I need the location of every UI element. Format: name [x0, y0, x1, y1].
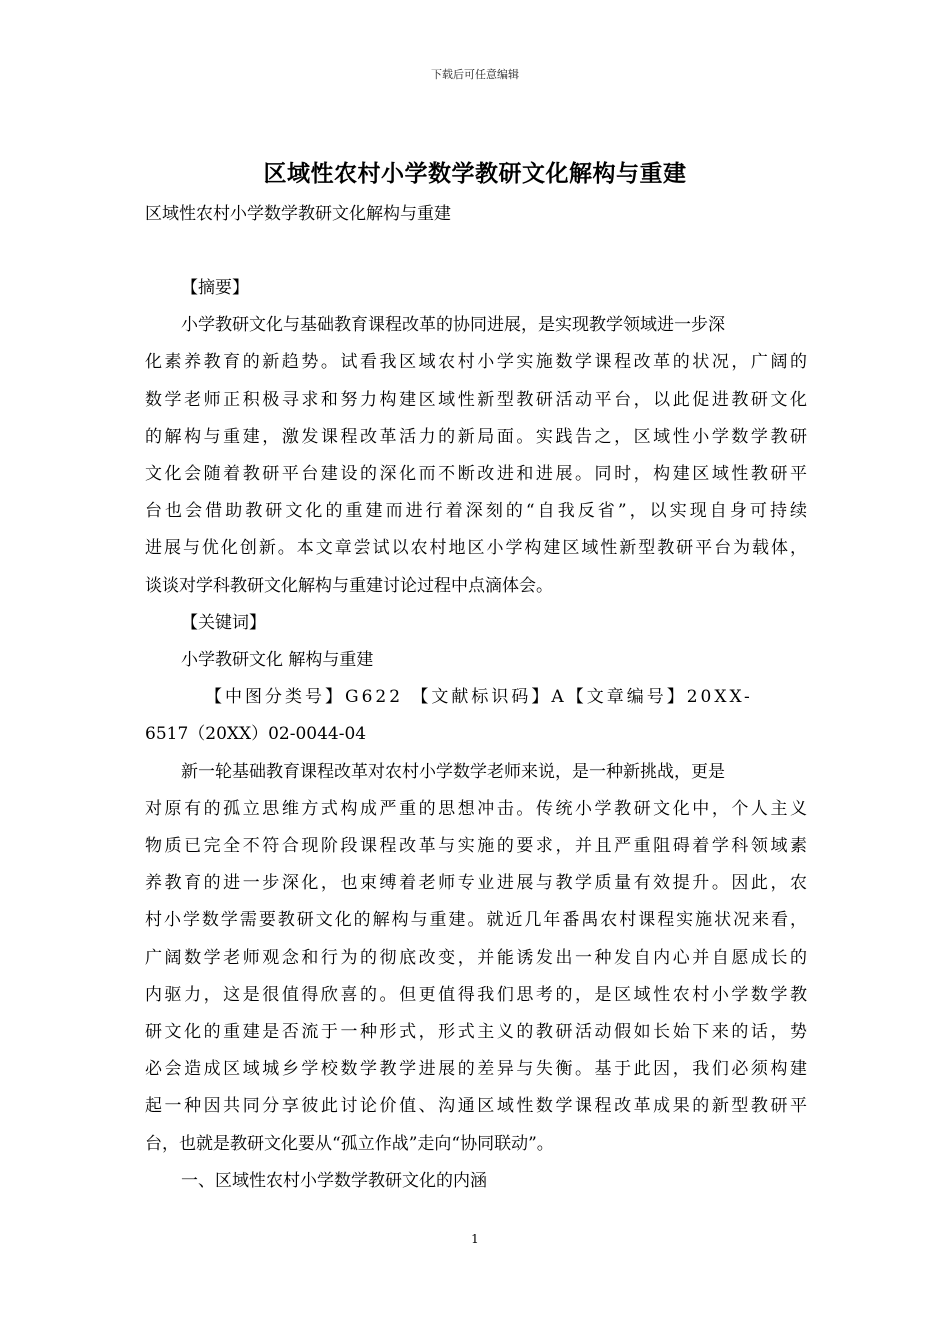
- page-number: 1: [471, 1232, 479, 1246]
- abstract-line: 文化会随着教研平台建设的深化而不断改进和进展。同时，构建区域性教研平: [145, 464, 807, 485]
- page-header-note: 下载后可任意编辑: [431, 68, 519, 81]
- abstract-heading: 【摘要】: [181, 278, 249, 298]
- abstract-section: [145, 270, 807, 1200]
- body-line: 养教育的进一步深化，也束缚着老师专业进展与教学质量有效提升。因此，农: [145, 873, 807, 894]
- body-line: 必会造成区域城乡学校数学教学进展的差异与失衡。基于此因，我们必须构建: [145, 1059, 807, 1080]
- classification-line: 【中图分类号】G622 【文献标识码】A【文章编号】20XX-: [205, 687, 753, 708]
- body-line: 新一轮基础教育课程改革对农村小学数学老师来说，是一种新挑战，更是: [181, 761, 725, 782]
- body-line: 物质已完全不符合现阶段课程改革与实施的要求，并且严重阻碍着学科领域素: [145, 836, 807, 857]
- classification-line: 6517（20XX）02-0044-04: [145, 724, 367, 745]
- keywords-heading: 【关键词】: [181, 612, 266, 633]
- body-line: 台，也就是教研文化要从“孤立作战”走向“协同联动”。: [145, 1133, 554, 1154]
- body-line: 村小学数学需要教研文化的解构与重建。就近几年番禺农村课程实施状况来看，: [145, 910, 807, 931]
- body-line: 内驱力，这是很值得欣喜的。但更值得我们思考的，是区域性农村小学数学教: [145, 984, 807, 1005]
- document-title: 区域性农村小学数学教研文化解构与重建: [263, 160, 687, 187]
- abstract-line: 台也会借助教研文化的重建而进行着深刻的“自我反省”，以实现自身可持续: [145, 501, 807, 522]
- abstract-line: 小学教研文化与基础教育课程改革的协同进展，是实现教学领域进一步深: [181, 315, 725, 336]
- keywords-text: 小学教研文化 解构与重建: [181, 650, 374, 671]
- body-line: 对原有的孤立思维方式构成严重的思想冲击。传统小学教研文化中，个人主义: [145, 798, 807, 819]
- body-line: 研文化的重建是否流于一种形式，形式主义的教研活动假如长始下来的话，势: [145, 1022, 807, 1043]
- abstract-line: 进展与优化创新。本文章尝试以农村地区小学构建区域性新型教研平台为载体，: [145, 538, 807, 559]
- body-line: 广阔数学老师观念和行为的彻底改变，并能诱发出一种发自内心并自愿成长的: [145, 947, 807, 968]
- document-subtitle: 区域性农村小学数学教研文化解构与重建: [145, 204, 451, 224]
- abstract-line: 谈谈对学科教研文化解构与重建讨论过程中点滴体会。: [145, 575, 553, 596]
- abstract-line: 化素养教育的新趋势。试看我区域农村小学实施数学课程改革的状况，广阔的: [145, 352, 807, 373]
- section-heading: 一、区域性农村小学数学教研文化的内涵: [181, 1170, 487, 1191]
- abstract-line: 数学老师正积极寻求和努力构建区域性新型教研活动平台，以此促进教研文化: [145, 389, 807, 410]
- abstract-line: 的解构与重建，激发课程改革活力的新局面。实践告之，区域性小学数学教研: [145, 426, 807, 447]
- body-line: 起一种因共同分享彼此讨论价值、沟通区域性数学课程改革成果的新型教研平: [145, 1096, 807, 1117]
